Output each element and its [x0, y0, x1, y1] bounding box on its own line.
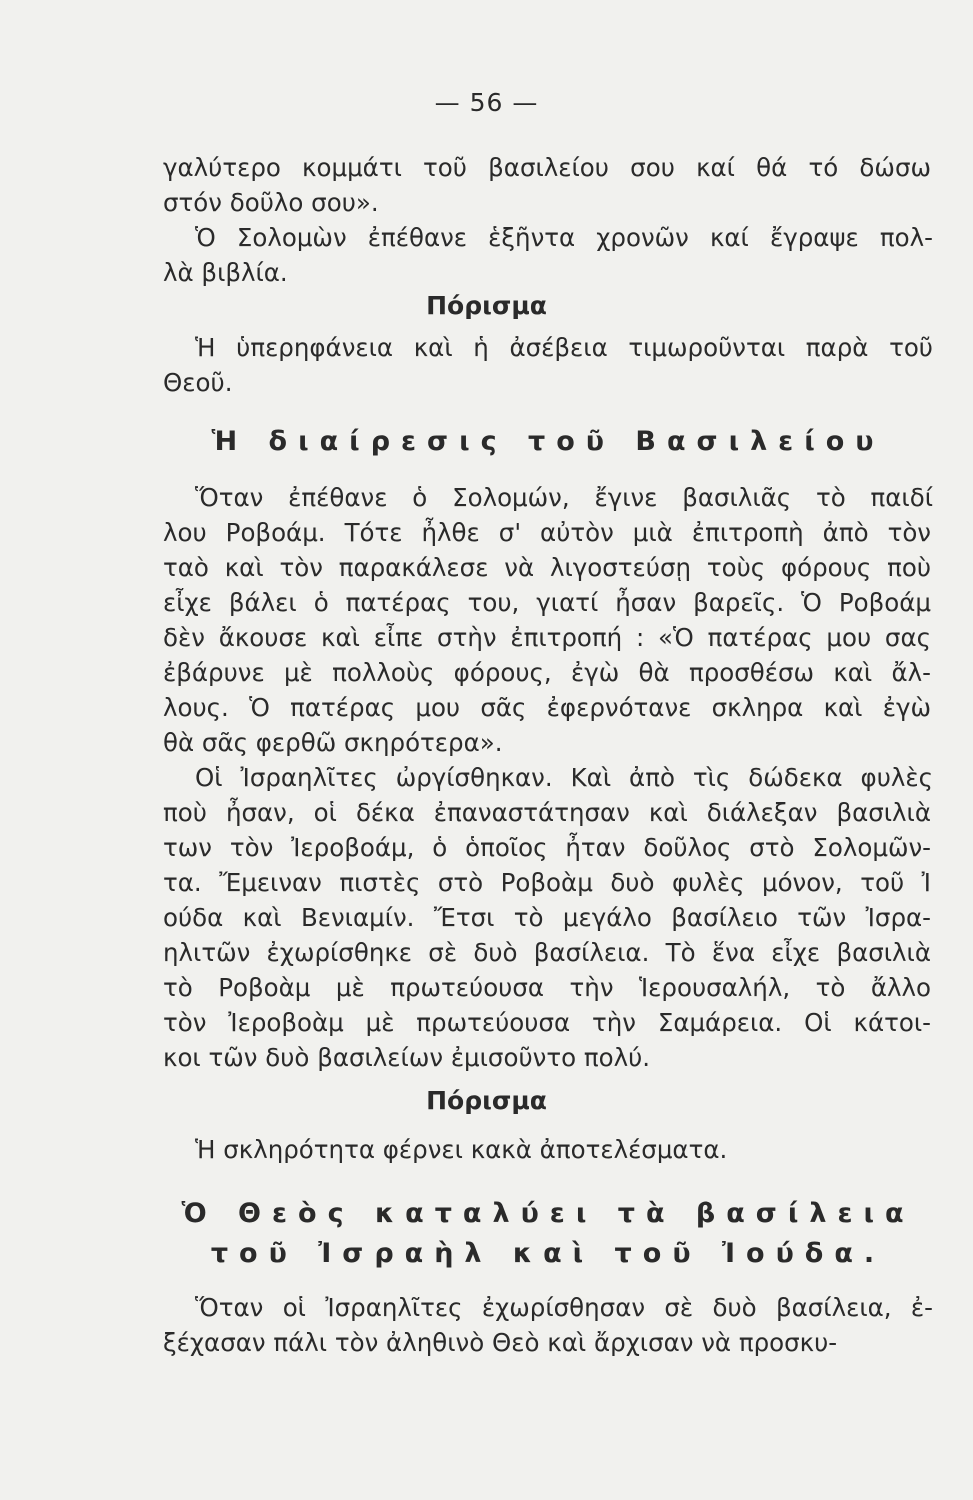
text-line: λου Ροβοάμ. Τότε ἦλθε σ' αὐτὸν μιὰ ἐπιτροπὴ ἀπὸ τὸν: [163, 518, 931, 547]
text-line: Οἱ Ἰσραηλῖτες ὠργίσθηκαν. Καὶ ἀπὸ τὶς δώδεκα φυλὲς: [195, 763, 933, 792]
text-line: στόν δοῦλο σου».: [163, 188, 379, 217]
text-line: Ὅταν ἐπέθανε ὁ Σολομών, ἔγινε βασιλιᾶς τὸ παιδί: [195, 483, 933, 512]
text-line: τὸν Ἰεροβοὰμ μὲ πρωτεύουσα τὴν Σαμάρεια. Οἱ κάτοι-: [163, 1008, 931, 1037]
text-line: ούδα καὶ Βενιαμίν. Ἔτσι τὸ μεγάλο βασίλειο τῶν Ἰσρα-: [163, 903, 931, 932]
text-line: γαλύτερο κομμάτι τοῦ βασιλείου σου καί θά τό δώσω: [163, 153, 931, 182]
chapter-title-line-2: τοῦ Ἰσραὴλ καὶ τοῦ Ἰούδα.: [210, 1238, 886, 1269]
text-line: κοι τῶν δυὸ βασιλείων ἐμισοῦντο πολύ.: [163, 1043, 651, 1072]
text-line: ταὸ καὶ τὸν παρακάλεσε νὰ λιγοστεύσῃ τοὺς φόρους ποὺ: [163, 553, 931, 582]
text-line: Θεοῦ.: [163, 368, 233, 397]
chapter-title-line-1: Ὁ Θεὸς καταλύει τὰ βασίλεια: [181, 1198, 915, 1229]
text-line: τὸ Ροβοὰμ μὲ πρωτεύουσα τὴν Ἱερουσαλήλ, τὸ ἄλλο: [163, 973, 931, 1002]
text-line: των τὸν Ἰεροβοάμ, ὁ ὁποῖος ἦταν δοῦλος στὸ Σολομῶν-: [163, 833, 931, 862]
text-line: λους. Ὁ πατέρας μου σᾶς ἐφερνότανε σκληρα καὶ ἐγὼ: [163, 693, 931, 722]
text-line: ηλιτῶν ἐχωρίσθηκε σὲ δυὸ βασίλεια. Τὸ ἕνα εἶχε βασιλιὰ: [163, 938, 931, 967]
page-number: — 56 —: [434, 88, 539, 117]
text-line: δὲν ἄκουσε καὶ εἶπε στὴν ἐπιτροπή : «Ὁ πατέρας μου σας: [163, 623, 931, 652]
section-heading: Πόρισμα: [426, 1086, 547, 1115]
text-line: εἶχε βάλει ὁ πατέρας του, γιατί ἦσαν βαρεῖς. Ὁ Ροβοάμ: [163, 588, 931, 617]
text-line: Ἡ ὑπερηφάνεια καὶ ἡ ἀσέβεια τιμωροῦνται παρὰ τοῦ: [195, 333, 933, 362]
text-line: ξέχασαν πάλι τὸν ἀληθινὸ Θεὸ καὶ ἄρχισαν νὰ προσκυ-: [163, 1328, 838, 1357]
section-heading: Πόρισμα: [426, 291, 547, 320]
text-line: Ὁ Σολομὼν ἐπέθανε ἑξῆντα χρονῶν καί ἔγραψε πολ-: [195, 223, 933, 252]
text-line: Ὅταν οἱ Ἰσραηλῖτες ἐχωρίσθησαν σὲ δυὸ βασίλεια, ἐ-: [195, 1293, 933, 1322]
chapter-title: Ἡ διαίρεσις τοῦ Βασιλείου: [211, 426, 885, 457]
text-line: ἐβάρυνε μὲ πολλοὺς φόρους, ἐγὼ θὰ προσθέσω καὶ ἄλ-: [163, 658, 931, 687]
text-line: θὰ σᾶς φερθῶ σκηρότερα».: [163, 728, 503, 757]
text-line: ποὺ ἦσαν, οἱ δέκα ἐπαναστάτησαν καὶ διάλεξαν βασιλιὰ: [163, 798, 931, 827]
text-line: λὰ βιβλία.: [163, 258, 288, 287]
text-line: τα. Ἔμειναν πιστὲς στὸ Ροβοὰμ δυὸ φυλὲς μόνον, τοῦ Ἰ: [163, 868, 931, 897]
text-line: Ἡ σκληρότητα φέρνει κακὰ ἀποτελέσματα.: [195, 1135, 728, 1164]
